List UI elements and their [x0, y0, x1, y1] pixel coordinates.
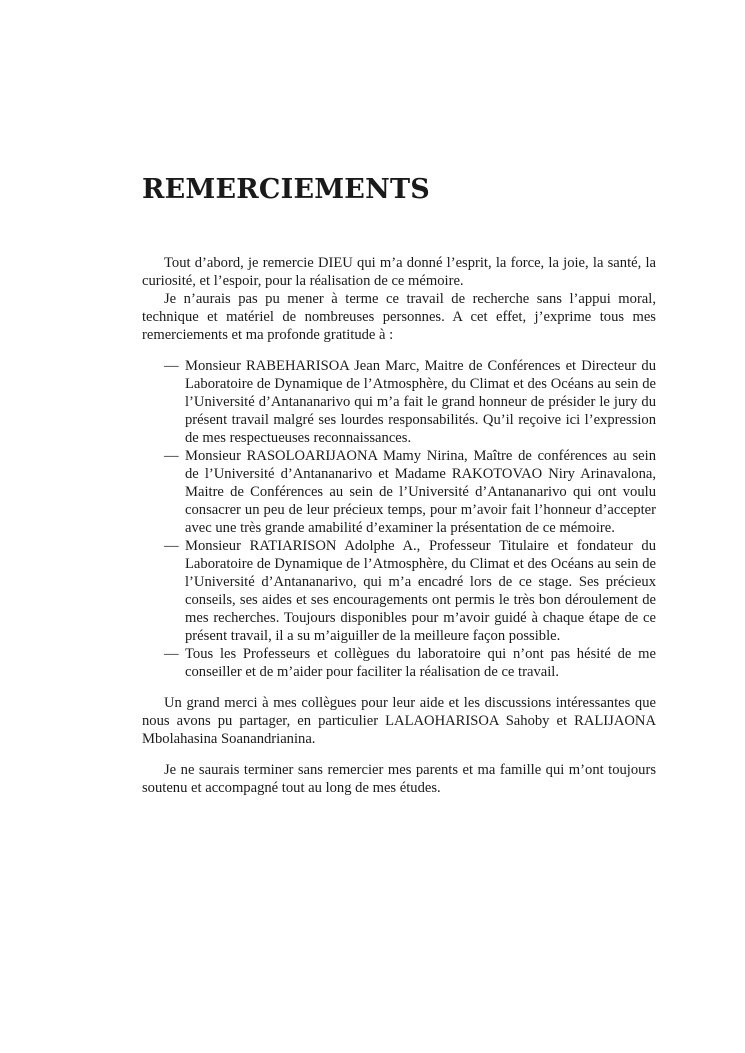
closing-paragraph-1: Un grand merci à mes collègues pour leur aide et les discussions intéressantes que nous avons pu partager, en particulier LALAOHARISOA Sahoby et RALIJAONA Mbolahasina Soanandrianina. [142, 695, 656, 747]
intro-paragraph-2: Je n’aurais pas pu mener à terme ce travail de recherche sans l’appui moral, technique et matériel de nombreuses personnes. A cet effet, j’exprime tous mes remerciements et ma profonde gratitude à : [142, 291, 656, 343]
list-dash-marker: — [164, 646, 179, 662]
list-item-text: Monsieur RATIARISON Adolphe A., Professeur Titulaire et fondateur du Laboratoire de Dynamique de l’Atmosphère, du Climat et des Océans au sein de l’Université d’Antananarivo, qui m’a encadré lors de ce stage. Ses précieux conseils, ses aides et ses encouragements ont permis le très bon déroulement de mes recherches. Toujours disponibles pour m’avoir guidé à chaque étape de ce présent travail, il a su m’aiguiller de la meilleure façon possible. [185, 538, 656, 644]
list-item [142, 357, 656, 447]
list-item [142, 447, 656, 537]
closing-paragraph-2: Je ne saurais terminer sans remercier mes parents et ma famille qui m’ont toujours soutenu et accompagné tout au long de mes études. [142, 762, 656, 796]
list-item [142, 645, 656, 681]
spacer [142, 748, 656, 761]
spacer [142, 344, 656, 357]
document-page [142, 170, 656, 797]
intro-paragraph-1: Tout d’abord, je remercie DIEU qui m’a donné l’esprit, la force, la joie, la santé, la curiosité, et l’espoir, pour la réalisation de ce mémoire. [142, 255, 656, 289]
page-title: REMERCIEMENTS [142, 174, 430, 205]
list-dash-marker: — [164, 448, 179, 464]
list-dash-marker: — [164, 358, 179, 374]
list-item-text: Monsieur RASOLOARIJAONA Mamy Nirina, Maître de conférences au sein de l’Université d’Antananarivo et Madame RAKOTOVAO Niry Arinavalona, Maitre de Conférences au sein de l’Université d’Antananarivo qui ont voulu consacrer un peu de leur précieux temps, pour m’avoir fait l’honneur d’accepter avec une très grande amabilité d’examiner la présentation de ce mémoire. [185, 448, 656, 536]
acknowledgement-list [142, 357, 656, 681]
spacer [142, 681, 656, 694]
list-dash-marker: — [164, 538, 179, 554]
list-item-text: Tous les Professeurs et collègues du laboratoire qui n’ont pas hésité de me conseiller et de m’aider pour faciliter la réalisation de ce travail. [185, 646, 656, 680]
list-item-text: Monsieur RABEHARISOA Jean Marc, Maitre de Conférences et Directeur du Laboratoire de Dynamique de l’Atmosphère, du Climat et des Océans au sein de l’Université d’Antananarivo qui m’a fait le grand honneur de présider le jury du présent travail malgré ses lourdes responsabilités. Qu’il reçoive ici l’expression de mes respectueuses reconnaissances. [185, 358, 656, 446]
list-item [142, 537, 656, 645]
